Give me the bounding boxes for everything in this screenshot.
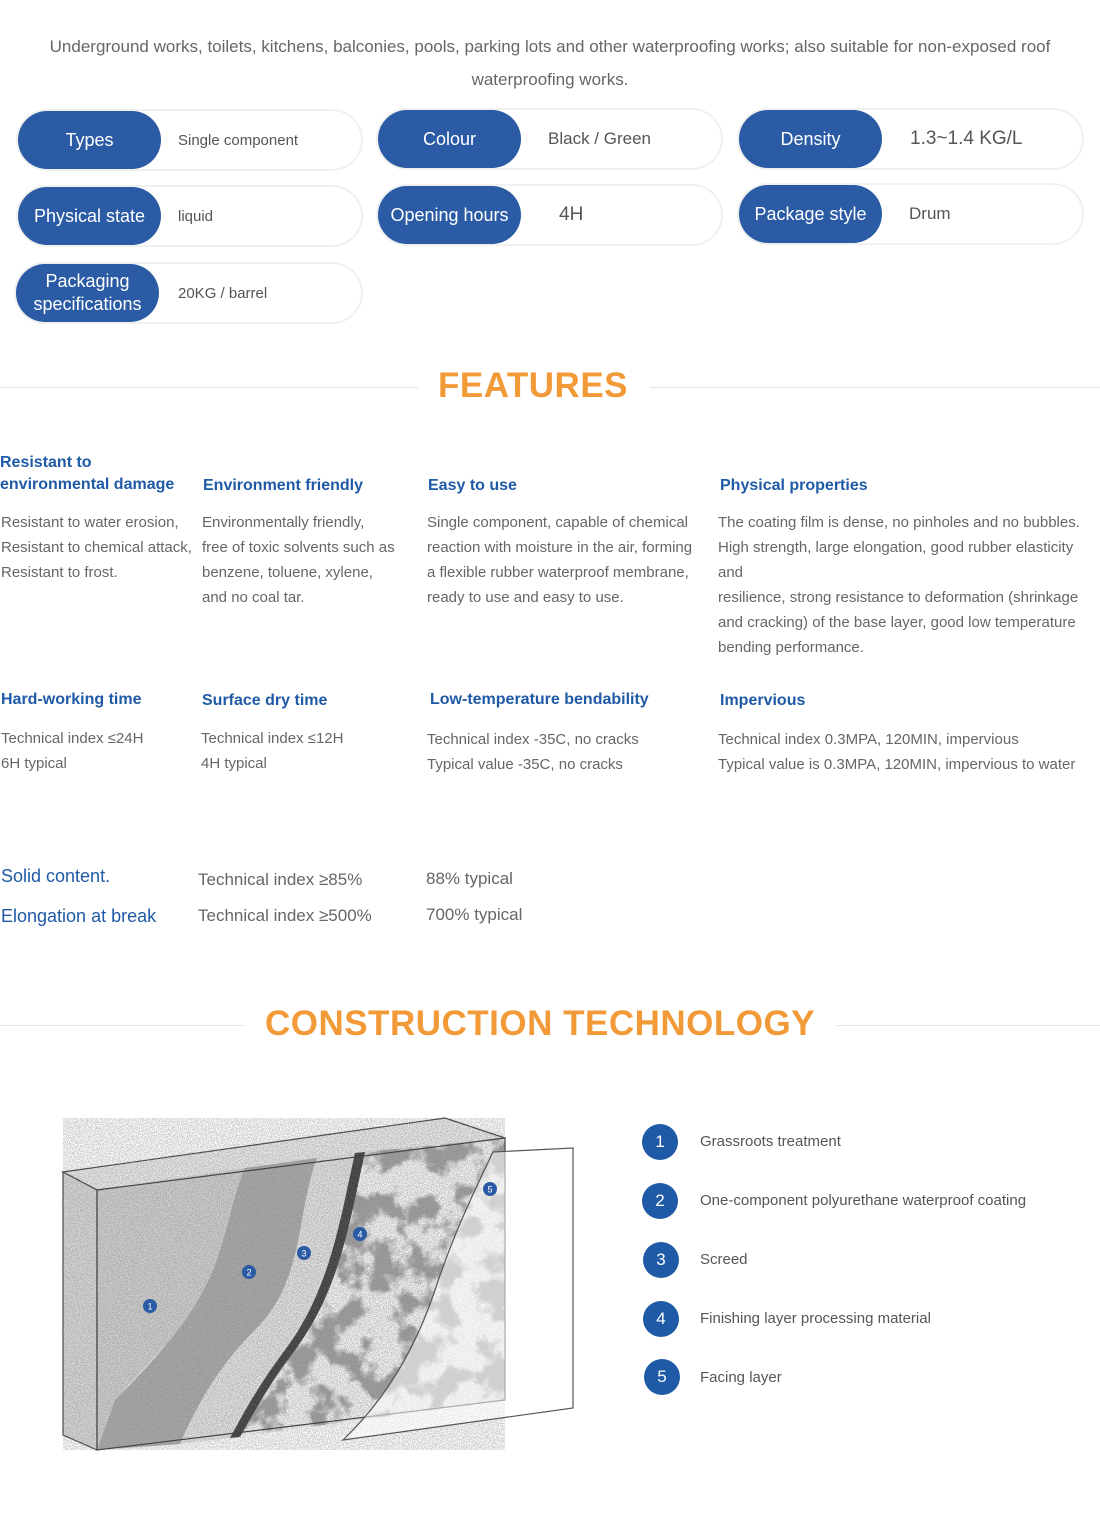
- feature-line: Technical index -35C, no cracks: [427, 731, 639, 748]
- spec-value: 1.3~1.4 KG/L: [910, 128, 1023, 149]
- feature-line: Resistant to chemical attack,: [1, 539, 192, 556]
- spec-label-line: Packaging: [45, 271, 130, 291]
- feature-heading: Environment friendly: [203, 477, 364, 494]
- spec-physical-state: [18, 187, 361, 245]
- spec-label: Package style: [739, 185, 882, 243]
- feature-text: [202, 510, 395, 610]
- spec-density: [739, 110, 1082, 168]
- divider-line: [0, 387, 418, 388]
- legend-number: 2: [642, 1183, 678, 1219]
- spec-types: [18, 111, 361, 169]
- feature-heading: Physical properties: [720, 477, 868, 494]
- feature-line: a flexible rubber waterproof membrane,: [427, 564, 689, 581]
- feature-line: Technical index ≤12H: [201, 730, 344, 747]
- legend-number: 1: [642, 1124, 678, 1160]
- property-name: Solid content.: [1, 866, 111, 886]
- feature-line: Typical value -35C, no cracks: [427, 756, 623, 773]
- legend-label: Grassroots treatment: [700, 1133, 841, 1150]
- spec-label: Colour: [378, 110, 521, 168]
- feature-heading: Easy to use: [428, 477, 517, 494]
- feature-line: Single component, capable of chemical: [427, 514, 688, 531]
- feature-line: resilience, strong resistance to deformation (shrinkage: [718, 589, 1079, 606]
- feature-line: benzene, toluene, xylene,: [202, 564, 373, 581]
- feature-line: The coating film is dense, no pinholes and no bubbles.: [718, 514, 1080, 531]
- construction-title: CONSTRUCTION TECHNOLOGY: [264, 1004, 816, 1043]
- legend-label: Finishing layer processing material: [700, 1310, 931, 1327]
- feature-heading: [0, 452, 174, 496]
- spec-label: Density: [739, 110, 882, 168]
- feature-text: [427, 727, 639, 777]
- property-name: Elongation at break: [1, 906, 157, 926]
- spec-value: Drum: [909, 204, 951, 223]
- spec-opening-hours: [378, 186, 721, 244]
- feature-line: ready to use and easy to use.: [427, 589, 624, 606]
- property-index: Technical index ≥500%: [198, 906, 372, 925]
- construction-layers-illustration: [55, 1110, 585, 1460]
- feature-line: Resistant to water erosion,: [1, 514, 179, 531]
- spec-value: liquid: [178, 207, 214, 225]
- feature-text: [718, 727, 1075, 777]
- spec-label: Types: [18, 111, 161, 169]
- feature-heading: Low-temperature bendability: [430, 691, 649, 708]
- feature-line: Resistant to frost.: [1, 564, 118, 581]
- svg-text:4: 4: [357, 1229, 363, 1240]
- spec-colour: [378, 110, 721, 168]
- feature-heading-line: Resistant to: [0, 454, 92, 471]
- feature-heading-line: environmental damage: [0, 476, 175, 493]
- legend-number: 3: [643, 1242, 679, 1278]
- intro-line: waterproofing works.: [471, 70, 629, 89]
- spec-packaging-specifications: [16, 264, 361, 322]
- svg-text:3: 3: [301, 1248, 307, 1259]
- legend-number: 5: [644, 1359, 680, 1395]
- feature-text: [427, 510, 692, 610]
- property-typical: 88% typical: [426, 869, 513, 888]
- feature-line: High strength, large elongation, good rubber elasticity and: [718, 539, 1074, 581]
- legend-number: 4: [643, 1301, 679, 1337]
- spec-value: Black / Green: [548, 129, 651, 148]
- feature-text: [1, 510, 192, 585]
- property-typical: 700% typical: [426, 905, 523, 924]
- legend-label: Screed: [700, 1251, 748, 1268]
- feature-heading: Hard-working time: [1, 691, 142, 708]
- legend-label: Facing layer: [700, 1369, 782, 1386]
- feature-line: Technical index 0.3MPA, 120MIN, impervious: [718, 731, 1019, 748]
- intro-text: [0, 30, 1100, 96]
- spec-value: 4H: [559, 204, 584, 225]
- divider-line: [0, 1025, 245, 1026]
- spec-label: [16, 264, 159, 322]
- feature-line: and cracking) of the base layer, good low temperature: [718, 614, 1076, 631]
- spec-label: Physical state: [18, 187, 161, 245]
- features-title: FEATURES: [437, 366, 629, 405]
- feature-line: bending performance.: [718, 639, 864, 656]
- feature-line: Typical value is 0.3MPA, 120MIN, impervious to water: [718, 756, 1076, 773]
- feature-text: [201, 726, 343, 776]
- intro-line: Underground works, toilets, kitchens, balconies, pools, parking lots and other waterproofing works; also suitable for non-exposed roof: [49, 37, 1051, 56]
- svg-text:2: 2: [246, 1267, 252, 1278]
- feature-text: [1, 726, 143, 776]
- feature-line: reaction with moisture in the air, forming: [427, 539, 693, 556]
- divider-line: [650, 387, 1100, 388]
- feature-text: [718, 510, 1100, 660]
- spec-value: Single component: [178, 131, 299, 149]
- legend-label: One-component polyurethane waterproof coating: [700, 1192, 1027, 1209]
- property-index: Technical index ≥85%: [198, 870, 363, 889]
- svg-text:1: 1: [147, 1301, 153, 1312]
- feature-line: and no coal tar.: [202, 589, 305, 606]
- feature-line: Environmentally friendly,: [202, 514, 365, 531]
- feature-line: Technical index ≤24H: [1, 730, 144, 747]
- svg-text:5: 5: [487, 1184, 493, 1195]
- feature-line: free of toxic solvents such as: [202, 539, 395, 556]
- feature-heading: Impervious: [720, 692, 806, 709]
- feature-heading: Surface dry time: [202, 692, 328, 709]
- spec-value: 20KG / barrel: [178, 284, 268, 302]
- feature-line: 6H typical: [1, 755, 67, 772]
- spec-package-style: [739, 185, 1082, 243]
- spec-label-line: specifications: [33, 294, 142, 314]
- divider-line: [836, 1025, 1100, 1026]
- spec-label: Opening hours: [378, 186, 521, 244]
- feature-line: 4H typical: [201, 755, 267, 772]
